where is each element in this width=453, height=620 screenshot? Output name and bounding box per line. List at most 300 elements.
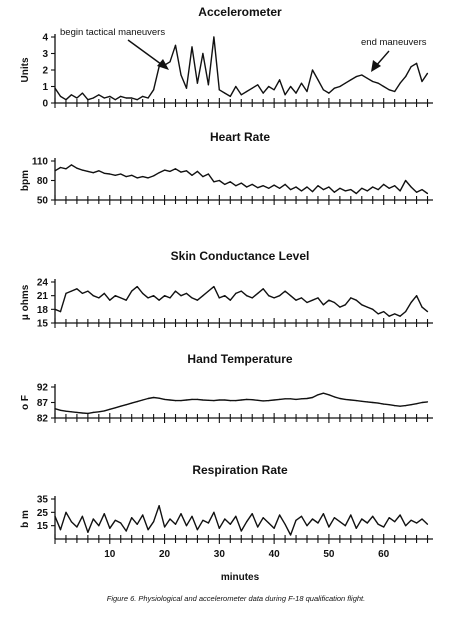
data-point <box>372 309 373 310</box>
data-point <box>274 399 275 400</box>
data-point <box>241 94 242 95</box>
data-point <box>378 189 379 190</box>
data-point <box>98 525 99 526</box>
data-point <box>378 313 379 314</box>
data-point <box>235 293 236 294</box>
data-point <box>334 88 335 89</box>
data-point <box>339 521 340 522</box>
y-tick-label: 24 <box>36 277 48 289</box>
data-point <box>82 170 83 171</box>
data-point <box>93 412 94 413</box>
data-point <box>416 295 417 296</box>
data-point <box>367 401 368 402</box>
data-point <box>312 191 313 192</box>
chart-title: Heart Rate <box>209 130 271 144</box>
data-point <box>104 410 105 411</box>
data-point <box>389 188 390 189</box>
data-point <box>137 524 138 525</box>
data-point <box>230 96 231 97</box>
data-point <box>356 400 357 401</box>
data-point <box>328 93 329 94</box>
data-point <box>230 400 231 401</box>
data-point <box>334 302 335 303</box>
data-point <box>241 183 242 184</box>
data-point <box>345 83 346 84</box>
data-point <box>241 291 242 292</box>
data-point <box>367 78 368 79</box>
data-point <box>120 522 121 523</box>
x-tick-label: 60 <box>378 549 390 560</box>
data-point <box>219 528 220 529</box>
data-point <box>306 91 307 92</box>
data-point <box>350 189 351 190</box>
data-point <box>219 297 220 298</box>
data-point <box>93 172 94 173</box>
data-point <box>131 403 132 404</box>
data-point <box>126 176 127 177</box>
data-point <box>137 99 138 100</box>
data-point <box>279 295 280 296</box>
data-point <box>350 514 351 515</box>
data-point <box>301 83 302 84</box>
data-point <box>268 295 269 296</box>
data-point <box>356 76 357 77</box>
data-point <box>421 518 422 519</box>
data-point <box>317 185 318 186</box>
data-point <box>208 173 209 174</box>
data-point <box>175 291 176 292</box>
data-point <box>334 192 335 193</box>
data-point <box>339 307 340 308</box>
data-point <box>394 521 395 522</box>
data-point <box>213 36 214 37</box>
data-point <box>202 53 203 54</box>
data-point <box>219 180 220 181</box>
data-point <box>323 189 324 190</box>
data-point <box>82 412 83 413</box>
data-point <box>65 512 66 513</box>
data-point <box>126 404 127 405</box>
data-point <box>339 398 340 399</box>
data-point <box>213 286 214 287</box>
data-point <box>169 61 170 62</box>
data-point <box>361 74 362 75</box>
data-point <box>345 399 346 400</box>
chart-title: Hand Temperature <box>187 352 293 366</box>
data-point <box>356 300 357 301</box>
annotation-begin <box>60 27 169 70</box>
data-point <box>126 530 127 531</box>
data-point <box>131 517 132 518</box>
panel-heart-rate <box>20 130 433 207</box>
data-point <box>246 295 247 296</box>
data-point <box>104 97 105 98</box>
data-point <box>421 189 422 190</box>
data-point <box>202 295 203 296</box>
data-point <box>115 520 116 521</box>
data-point <box>87 171 88 172</box>
y-axis-label: o F <box>20 395 31 410</box>
data-point <box>345 304 346 305</box>
data-point <box>317 297 318 298</box>
data-point <box>186 293 187 294</box>
data-point <box>378 403 379 404</box>
data-point <box>153 89 154 90</box>
data-point <box>317 394 318 395</box>
y-tick-label: 82 <box>36 413 48 425</box>
data-point <box>148 297 149 298</box>
data-point <box>427 524 428 525</box>
annotation-begin-label: begin tactical maneuvers <box>60 27 166 38</box>
data-point <box>274 89 275 90</box>
data-point <box>87 532 88 533</box>
data-point <box>191 297 192 298</box>
y-tick-label: 35 <box>36 494 48 506</box>
data-point <box>350 297 351 298</box>
data-point <box>312 69 313 70</box>
data-point <box>411 302 412 303</box>
data-point <box>191 175 192 176</box>
data-point <box>263 400 264 401</box>
data-point <box>219 89 220 90</box>
data-point <box>290 295 291 296</box>
y-tick-label: 1 <box>42 82 48 93</box>
y-tick-label: 25 <box>36 507 48 519</box>
y-tick-label: 80 <box>36 176 48 187</box>
data-point <box>202 399 203 400</box>
data-point <box>301 516 302 517</box>
data-point <box>290 534 291 535</box>
data-point <box>213 181 214 182</box>
y-tick-label: 18 <box>36 304 48 316</box>
data-point <box>411 520 412 521</box>
data-point <box>295 186 296 187</box>
data-point <box>389 517 390 518</box>
data-point <box>372 186 373 187</box>
data-point <box>142 293 143 294</box>
data-point <box>339 188 340 189</box>
data-point <box>191 516 192 517</box>
data-point <box>148 177 149 178</box>
data-point <box>279 79 280 80</box>
data-point <box>169 518 170 519</box>
data-point <box>328 394 329 395</box>
data-point <box>263 185 264 186</box>
x-tick-label: 50 <box>323 549 335 560</box>
data-point <box>180 513 181 514</box>
data-point <box>427 73 428 74</box>
data-point <box>334 396 335 397</box>
data-point <box>235 400 236 401</box>
data-point <box>180 172 181 173</box>
panel-skin-conductance <box>20 249 433 330</box>
y-tick-label: 87 <box>36 398 48 409</box>
data-point <box>367 190 368 191</box>
data-point <box>411 66 412 67</box>
y-tick-label: 4 <box>42 32 48 44</box>
data-point <box>98 297 99 298</box>
y-tick-label: 2 <box>42 65 48 77</box>
data-point <box>235 185 236 186</box>
data-point <box>109 96 110 97</box>
data-point <box>230 524 231 525</box>
data-point <box>257 293 258 294</box>
data-point <box>323 89 324 90</box>
data-point <box>274 185 275 186</box>
data-point <box>279 514 280 515</box>
data-point <box>378 83 379 84</box>
data-point <box>142 514 143 515</box>
data-point <box>208 291 209 292</box>
data-point <box>54 408 55 409</box>
data-point <box>153 175 154 176</box>
data-point <box>60 167 61 168</box>
data-point <box>394 405 395 406</box>
data-point <box>268 86 269 87</box>
data-point <box>175 524 176 525</box>
y-axis-label: μ ohms <box>20 284 31 321</box>
y-tick-label: 0 <box>42 98 48 110</box>
data-point <box>54 88 55 89</box>
data-point <box>290 86 291 87</box>
data-point <box>104 293 105 294</box>
data-point <box>405 311 406 312</box>
data-point <box>104 513 105 514</box>
data-point <box>202 176 203 177</box>
data-point <box>186 399 187 400</box>
data-point <box>312 300 313 301</box>
data-point <box>164 295 165 296</box>
data-point <box>394 185 395 186</box>
data-point <box>197 399 198 400</box>
data-point <box>131 291 132 292</box>
data-point <box>142 96 143 97</box>
data-point <box>109 409 110 410</box>
y-tick-label: 3 <box>42 49 48 60</box>
data-point <box>356 528 357 529</box>
data-point <box>180 74 181 75</box>
data-point <box>65 168 66 169</box>
data-point <box>383 526 384 527</box>
data-point <box>378 524 379 525</box>
y-tick-label: 110 <box>31 156 48 168</box>
data-point <box>400 406 401 407</box>
data-point <box>290 398 291 399</box>
data-point <box>405 525 406 526</box>
data-point <box>60 311 61 312</box>
data-point <box>411 186 412 187</box>
y-tick-label: 21 <box>36 291 48 303</box>
data-point <box>87 291 88 292</box>
data-point <box>416 522 417 523</box>
data-point <box>405 405 406 406</box>
data-point <box>268 400 269 401</box>
data-point <box>383 86 384 87</box>
data-point <box>257 187 258 188</box>
data-point <box>285 94 286 95</box>
data-point <box>263 93 264 94</box>
data-point <box>323 393 324 394</box>
data-point <box>71 411 72 412</box>
data-point <box>416 192 417 193</box>
data-point <box>60 410 61 411</box>
data-point <box>76 168 77 169</box>
data-point <box>148 398 149 399</box>
data-point <box>87 99 88 100</box>
data-point <box>76 97 77 98</box>
data-point <box>361 518 362 519</box>
data-point <box>54 309 55 310</box>
data-point <box>159 398 160 399</box>
data-point <box>301 398 302 399</box>
data-point <box>175 45 176 46</box>
data-point <box>175 168 176 169</box>
data-point <box>65 99 66 100</box>
data-point <box>405 76 406 77</box>
data-point <box>274 528 275 529</box>
data-point <box>427 311 428 312</box>
data-point <box>361 401 362 402</box>
data-point <box>159 505 160 506</box>
data-point <box>328 300 329 301</box>
data-point <box>82 516 83 517</box>
data-point <box>164 170 165 171</box>
data-point <box>230 181 231 182</box>
data-point <box>71 291 72 292</box>
data-point <box>82 93 83 94</box>
data-point <box>290 189 291 190</box>
data-point <box>109 300 110 301</box>
data-point <box>383 311 384 312</box>
data-point <box>268 522 269 523</box>
data-point <box>361 188 362 189</box>
data-point <box>164 526 165 527</box>
x-tick-label: 10 <box>104 549 116 560</box>
data-point <box>285 524 286 525</box>
data-point <box>186 88 187 89</box>
data-point <box>191 399 192 400</box>
data-point <box>169 399 170 400</box>
data-point <box>126 97 127 98</box>
data-point <box>208 400 209 401</box>
data-point <box>71 164 72 165</box>
x-tick-label: 30 <box>213 549 225 560</box>
data-point <box>246 186 247 187</box>
data-point <box>104 173 105 174</box>
data-point <box>148 529 149 530</box>
data-point <box>235 516 236 517</box>
data-point <box>372 81 373 82</box>
data-point <box>246 521 247 522</box>
x-tick-labels <box>104 549 389 560</box>
data-point <box>235 86 236 87</box>
data-point <box>246 91 247 92</box>
data-point <box>142 176 143 177</box>
data-point <box>350 79 351 80</box>
series-line-heart-rate <box>55 165 428 194</box>
chart-title: Respiration Rate <box>192 463 288 477</box>
data-point <box>93 295 94 296</box>
data-point <box>295 520 296 521</box>
data-point <box>137 401 138 402</box>
y-tick-label: 15 <box>36 521 48 533</box>
data-point <box>98 411 99 412</box>
data-point <box>263 517 264 518</box>
data-point <box>126 300 127 301</box>
data-point <box>60 96 61 97</box>
data-point <box>252 399 253 400</box>
x-tick-label: 20 <box>159 549 171 560</box>
data-point <box>224 184 225 185</box>
data-point <box>224 399 225 400</box>
data-point <box>115 99 116 100</box>
data-point <box>109 528 110 529</box>
data-point <box>159 172 160 173</box>
panel-respiration-rate <box>20 463 433 544</box>
data-point <box>400 514 401 515</box>
data-point <box>197 83 198 84</box>
data-point <box>76 288 77 289</box>
data-point <box>252 88 253 89</box>
data-point <box>306 398 307 399</box>
data-point <box>257 526 258 527</box>
data-point <box>65 293 66 294</box>
data-point <box>115 175 116 176</box>
data-point <box>82 293 83 294</box>
y-tick-label: 50 <box>36 195 48 207</box>
data-point <box>115 407 116 408</box>
data-point <box>76 526 77 527</box>
data-point <box>153 521 154 522</box>
data-point <box>345 190 346 191</box>
data-point <box>208 522 209 523</box>
data-point <box>175 400 176 401</box>
data-point <box>54 170 55 171</box>
data-point <box>295 93 296 94</box>
data-point <box>71 521 72 522</box>
data-point <box>367 522 368 523</box>
data-point <box>306 525 307 526</box>
data-point <box>186 525 187 526</box>
data-point <box>350 399 351 400</box>
data-point <box>246 399 247 400</box>
data-point <box>137 286 138 287</box>
data-point <box>137 177 138 178</box>
data-point <box>219 399 220 400</box>
data-point <box>230 300 231 301</box>
y-axis-label: Units <box>20 57 31 83</box>
data-point <box>421 402 422 403</box>
data-point <box>153 397 154 398</box>
data-point <box>328 526 329 527</box>
data-point <box>356 193 357 194</box>
data-point <box>301 190 302 191</box>
data-point <box>361 304 362 305</box>
data-point <box>131 97 132 98</box>
data-point <box>241 530 242 531</box>
data-point <box>301 297 302 298</box>
data-point <box>372 402 373 403</box>
data-point <box>295 399 296 400</box>
panel-accelerometer <box>20 5 433 110</box>
data-point <box>263 288 264 289</box>
data-point <box>87 413 88 414</box>
data-point <box>93 518 94 519</box>
data-point <box>180 400 181 401</box>
data-point <box>427 193 428 194</box>
data-point <box>285 184 286 185</box>
x-tick-label: 40 <box>268 549 280 560</box>
